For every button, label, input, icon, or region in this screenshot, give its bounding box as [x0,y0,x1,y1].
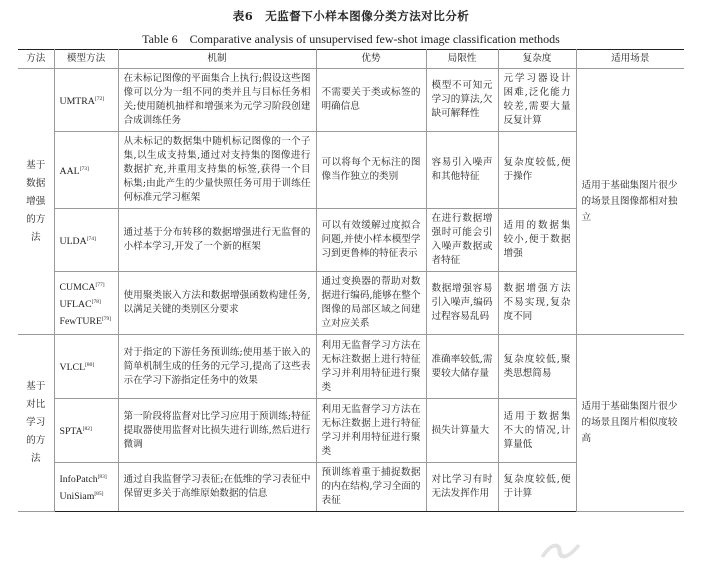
model-ref: [74] [86,235,96,242]
table-row [18,69,684,132]
model-ref: [77] [95,281,105,288]
model-ref: [78] [91,298,101,305]
model-name: ULDA [59,235,87,247]
complexity-cell: 复杂度较低,便于计算 [498,463,576,512]
limitation-cell: 在进行数据增强时可能会引入噪声数据或者特征 [426,209,498,272]
limitation-cell: 准确率较低,需要较大储存量 [426,335,498,399]
complexity-cell: 数据增强方法不易实现,复杂度不同 [498,272,576,335]
model-cell [54,272,118,335]
header-row [18,50,684,69]
model-line [60,278,113,295]
model-cell [54,69,118,132]
category-cell: 基于数据增强的方法 [18,69,54,335]
advantage-cell: 可以将每个无标注的图像当作独立的类别 [316,132,426,209]
header-cell: 方法 [18,50,54,69]
model-line [60,312,113,329]
table-caption-cn: 表6 无监督下小样本图像分类方法对比分析 [232,9,470,23]
model-name: AAL [59,165,80,177]
header-cell: 局限性 [426,50,498,69]
advantage-cell: 不需要关于类或标签的明确信息 [316,69,426,132]
mechanism-cell: 第一阶段将监督对比学习应用于预训练;特征提取器使用监督对比损失进行训练,然后进行微调 [118,399,316,463]
model-cell [54,335,118,399]
model-name: UFLAC [59,298,92,310]
model-name: CUMCA [59,281,96,293]
comparison-table [18,49,684,512]
model-name: UniSiam [59,491,95,502]
model-name: VLCL [59,362,86,373]
scene-cell: 适用于基础集图片很少的场景且图像都相对独立 [576,69,684,335]
mechanism-cell: 在未标记图像的平面集合上执行;假设这些图像可以分为一组不同的类并且与目标任务相关;使用随机抽样和增强来为元学习阶段创建合成训练任务 [118,69,316,132]
mechanism-cell: 使用聚类嵌入方法和数据增强函数构建任务,以满足关键的类别区分要求 [118,272,316,335]
header-cell: 优势 [316,50,426,69]
model-line [60,295,113,312]
complexity-cell: 复杂度较低,聚类思想简易 [498,335,576,399]
watermark-icon [538,538,585,560]
model-cell [54,132,118,209]
complexity-cell: 适用于数据集不大的情况,计算量低 [498,399,576,463]
complexity-cell: 复杂度较低,便于操作 [498,132,576,209]
model-ref: [72] [94,95,105,102]
scene-cell: 适用于基础集图片很少的场景且图片相似度较高 [576,335,684,512]
complexity-cell: 适用的数据集较小,便于数据增强 [498,209,576,272]
model-name: SPTA [59,426,83,437]
model-name: FewTURE [59,315,102,327]
model-ref: [79] [101,315,112,322]
advantage-cell: 预训练着重于捕捉数据的内在结构,学习全面的表征 [316,463,426,512]
model-ref: [85] [94,491,104,497]
mechanism-cell: 通过自我监督学习表征;在低维的学习表征中保留更多关于高维原始数据的信息 [118,463,316,512]
model-line [60,470,113,487]
limitation-cell: 容易引入噪声和其他特征 [426,132,498,209]
limitation-cell: 数据增强容易引入噪声,编码过程容易乱码 [426,272,498,335]
advantage-cell: 利用无监督学习方法在无标注数据上进行特征学习并利用特征进行聚类 [316,335,426,399]
model-cell [54,399,118,463]
header-cell: 机制 [118,50,316,69]
model-cell [54,209,118,272]
header-cell: 模型方法 [54,50,118,69]
model-ref: [73] [79,165,89,172]
mechanism-cell: 通过基于分布转移的数据增强进行无监督的小样本学习,开发了一个新的框架 [118,209,316,272]
complexity-cell: 元学习器设计困难,泛化能力较差,需要大量反复计算 [498,69,576,132]
model-line [60,487,113,504]
limitation-cell: 损失计算量大 [426,399,498,463]
category-cell: 基于对比学习的方法 [18,335,54,512]
model-ref: [82] [82,426,92,432]
mechanism-cell: 从未标记的数据集中随机标记图像的一个子集,以生成支持集,通过对支持集的图像进行数据扩充,并重用支持集的标签,获得一个目标集;由此产生的少量快照任务可用于训练任何标准元学习框架 [118,132,316,209]
model-ref: [83] [97,474,107,480]
advantage-cell: 通过变换器的帮助对数据进行编码,能够在整个图像的局部区域之间建立对应关系 [316,272,426,335]
advantage-cell: 可以有效缓解过度拟合问题,并使小样本模型学习到更鲁棒的特征表示 [316,209,426,272]
limitation-cell: 对比学习有时无法发挥作用 [426,463,498,512]
header-cell: 适用场景 [576,50,684,69]
table-caption-en: Table 6 Comparative analysis of unsupervised few-shot image classification methods [142,32,560,46]
advantage-cell: 利用无监督学习方法在无标注数据上进行特征学习并利用特征进行聚类 [316,399,426,463]
model-ref: [80] [85,362,95,368]
mechanism-cell: 对于指定的下游任务预训练;使用基于嵌入的简单机制生成的任务的元学习,提高了这些表示在学习下游指定任务中的效果 [118,335,316,399]
header-cell: 复杂度 [498,50,576,69]
model-name: InfoPatch [59,474,98,485]
table-row [18,335,684,399]
model-name: UMTRA [59,95,95,107]
model-cell [54,463,118,512]
limitation-cell: 模型不可知元学习的算法,欠缺可解释性 [426,69,498,132]
